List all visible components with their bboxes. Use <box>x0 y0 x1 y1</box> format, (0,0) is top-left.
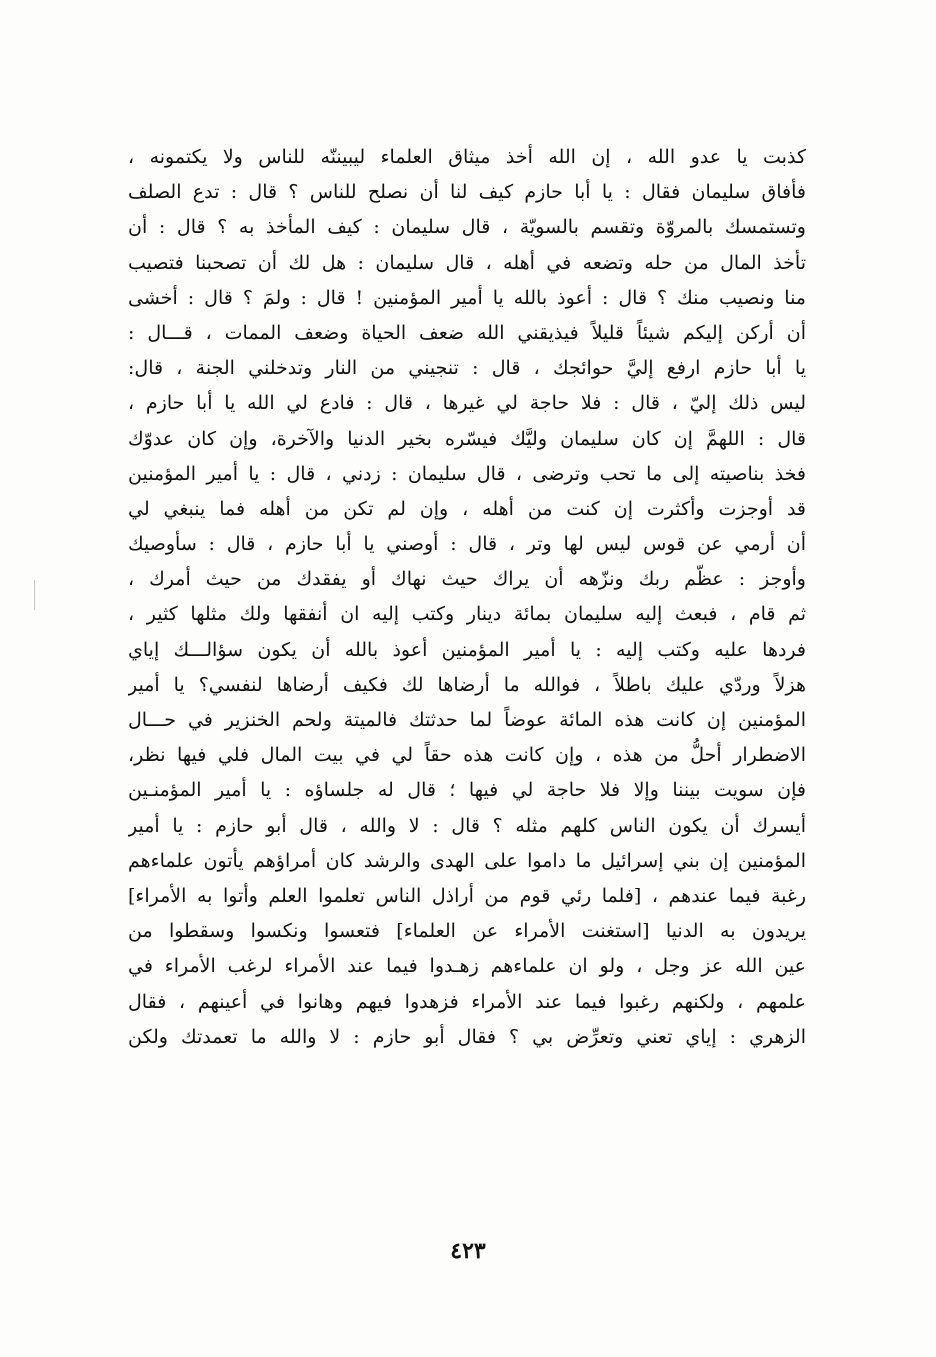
text-line: المؤمنين إن بني إسرائيل ما داموا على الهدى والرشد كان أمراؤهم يأتون علماءهم <box>128 849 806 872</box>
text-line: رغبة فيما عندهم ، [فلما رئي قوم من أراذل الناس تعلموا العلم وأتوا به الأمراء] <box>128 884 806 907</box>
body-text <box>128 140 806 1055</box>
text-line: ليس ذلك إليّ ، قال : فلا حاجة لي غيرها ، قال : فادع لي الله يا أبا حازم ، <box>128 392 806 415</box>
text-line: الاضطرار أحلُّ من هذه ، وإن كانت هذه حقاً لي في بيت المال فلي فيها نظر، <box>128 744 806 767</box>
text-line: كذبت يا عدو الله ، إن الله أخذ ميثاق العلماء ليبيننّه للناس ولا يكتمونه ، <box>128 146 806 168</box>
text-line: فأفاق سليمان فقال : يا أبا حازم كيف لنا أن نصلح للناس ؟ قال : تدع الصلف <box>128 181 806 204</box>
text-line: فردها عليه وكتب إليه : يا أمير المؤمنين أعوذ بالله أن يكون سؤالـــك إياي <box>128 638 806 661</box>
text-line: علمهم ، ولكنهم رغبوا فيما عند الأمراء فزهدوا فيهم وهانوا في أعينهم ، فقال <box>128 990 806 1013</box>
text-line: الزهري : إياي تعني وتعرِّض بي ؟ فقال أبو حازم : لا والله ما تعمدتك ولكن <box>128 1025 806 1048</box>
text-line: قد أوجزت وأكثرت إن كنت من أهله ، وإن لم تكن من أهله فما ينبغي لي <box>128 497 806 520</box>
text-line: فإن سويت بيننا وإلا فلا حاجة لي فيها ؛ قال له جلساؤه : يا أمير المؤمنـين <box>128 779 806 802</box>
text-line: أن أركن إليكم شيئاً قليلاً فيذيقني الله ضعف الحياة وضعف الممات ، قـــال : <box>128 321 806 344</box>
text-line: يريدون به الدنيا [استغنت الأمراء عن العلماء] فتعسوا ونكسوا وسقطوا من <box>128 920 806 943</box>
text-line: يا أبا حازم ارفع إليَّ حوائجك ، قال : تنجيني من النار وتدخلني الجنة ، قال: <box>128 357 806 380</box>
margin-mark <box>34 580 35 610</box>
page-number: ٤٢٣ <box>450 1238 486 1264</box>
text-line: هزلاً وردّي عليك باطلاً ، فوالله ما أرضاها لك فكيف أرضاها لنفسي؟ يا أمير <box>128 673 806 696</box>
text-line: وأوجز : عظّم ربك ونزّهه أن يراك حيث نهاك أو يفقدك من حيث أمرك ، <box>128 568 806 591</box>
text-line: ثم قام ، فبعث إليه سليمان بمائة دينار وكتب إليه ان أنفقها ولك مثلها كثير ، <box>128 603 806 626</box>
text-line: منا ونصيب منك ؟ قال : أعوذ بالله يا أمير المؤمنين ! قال : ولمَ ؟ قال : أخشى <box>128 286 806 309</box>
text-line: أيسرك أن يكون الناس كلهم مثله ؟ قال : لا والله ، قال أبو حازم : يا أمير <box>128 814 806 837</box>
text-line: قال : اللهمَّ إن كان سليمان وليَّك فيسّره بخير الدنيا والآخرة، وإن كان عدوّك <box>128 427 806 450</box>
text-line: أن أرمي عن قوس ليس لها وتر ، قال : أوصني يا أبا حازم ، قال : سأوصيك <box>128 533 806 556</box>
text-line: المؤمنين إن كانت هذه المائة عوضاً لما حدثتك فالميتة ولحم الخنزير في حـــال <box>128 709 806 731</box>
text-line: وتستمسك بالمروّة وتقسم بالسويّة ، قال سليمان : كيف المأخذ به ؟ قال : أن <box>128 216 806 239</box>
text-line: عين الله عز وجل ، ولو ان علماءهم زهـدوا فيما عند الأمراء لرغب الأمراء في <box>128 955 806 978</box>
text-line: تأخذ المال من حله وتضعه في أهله ، قال سليمان : هل لك أن تصحبنا فتصيب <box>128 251 806 274</box>
text-line: فخذ بناصيته إلى ما تحب وترضى ، قال سليمان : زدني ، قال : يا أمير المؤمنين <box>128 462 806 485</box>
